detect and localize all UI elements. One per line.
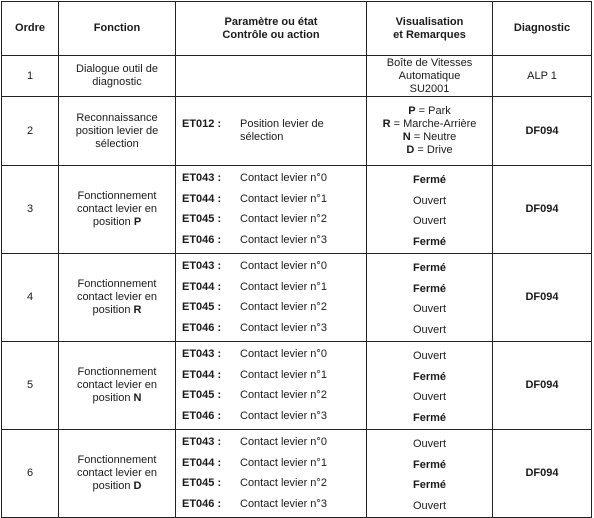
visu-line: Automatique <box>398 69 461 82</box>
fonction-position-letter: N <box>133 392 142 404</box>
fonction-cell <box>59 254 176 342</box>
param-label: Contact levier n°2 <box>240 477 327 490</box>
fonction-line: Fonctionnement <box>77 278 157 290</box>
header-ordre: Ordre <box>2 2 59 56</box>
visu-value: Ouvert <box>412 324 446 337</box>
header-parametre-line2: Contrôle ou action <box>222 28 320 41</box>
visu-key: R <box>382 118 391 130</box>
visualisation-cell <box>367 254 493 342</box>
visu-value: Fermé <box>412 173 447 186</box>
visu-key: P <box>408 105 416 117</box>
visualisation-cell <box>367 166 493 254</box>
fonction-line: position levier de <box>75 124 159 137</box>
param-line <box>182 453 366 474</box>
fonction-line: Fonctionnement <box>77 454 157 466</box>
param-label: Contact levier n°1 <box>240 192 327 205</box>
ordre-cell: 1 <box>2 56 59 97</box>
fonction-position-word: position <box>92 304 131 316</box>
fonction-line <box>59 392 175 405</box>
fonction-line: contact levier en <box>76 203 158 215</box>
visu-value: Fermé <box>412 479 447 492</box>
table-row <box>2 97 592 166</box>
visu-value: Ouvert <box>412 349 446 362</box>
fonction-line: Fonctionnement <box>77 190 157 202</box>
visu-value: Ouvert <box>412 303 446 316</box>
header-fonction: Fonction <box>59 2 176 56</box>
fonction-line: sélection <box>95 137 139 150</box>
table-row <box>2 254 592 342</box>
param-label: Contact levier n°3 <box>240 322 327 335</box>
fonction-cell <box>59 166 176 254</box>
param-label: Contact levier n°2 <box>240 301 327 314</box>
visu-line: SU2001 <box>409 82 450 95</box>
ordre-cell: 6 <box>2 430 59 518</box>
param-code: ET043 : <box>182 259 222 272</box>
param-label: Contact levier n°1 <box>240 280 327 293</box>
fonction-position-letter: R <box>133 304 142 316</box>
visualisation-cell <box>367 342 493 430</box>
fonction-line: Dialogue outil de <box>76 63 158 75</box>
visualisation-cell <box>367 56 493 97</box>
visu-line <box>367 118 492 131</box>
param-line <box>182 168 366 189</box>
visu-value: Fermé <box>412 458 447 471</box>
diagnostic-cell: DF094 <box>493 166 592 254</box>
visu-value: Fermé <box>412 236 447 249</box>
header-visualisation <box>367 2 493 56</box>
param-code: ET045 : <box>182 477 222 490</box>
fonction-line: contact levier en <box>76 379 158 391</box>
header-diagnostic: Diagnostic <box>493 2 592 56</box>
diagnostic-cell: DF094 <box>493 430 592 518</box>
visu-value: = Park <box>415 105 451 117</box>
fonction-line <box>59 480 175 493</box>
table-row <box>2 430 592 518</box>
param-label: Contact levier n°3 <box>240 410 327 423</box>
param-label: Contact levier n°0 <box>240 435 327 448</box>
visu-value: Ouvert <box>412 391 446 404</box>
param-line <box>182 494 366 515</box>
param-code: ET045 : <box>182 301 222 314</box>
visu-value: Fermé <box>412 412 447 425</box>
diagnostic-table <box>1 1 592 518</box>
fonction-position-letter: P <box>133 216 142 228</box>
diagnostic-cell: DF094 <box>493 97 592 166</box>
param-code: ET043 : <box>182 171 222 184</box>
param-line <box>182 318 366 339</box>
visu-key: N <box>402 131 411 143</box>
param-label: Contact levier n°0 <box>240 259 327 272</box>
visu-value: Fermé <box>412 370 447 383</box>
header-parametre <box>176 2 367 56</box>
fonction-line: Reconnaissance <box>76 111 158 124</box>
visualisation-cell <box>367 97 493 166</box>
visu-value: Ouvert <box>412 215 446 228</box>
ordre-cell: 3 <box>2 166 59 254</box>
fonction-line: contact levier en <box>76 291 158 303</box>
param-code: ET043 : <box>182 435 222 448</box>
param-label: Contact levier n°1 <box>240 368 327 381</box>
param-line <box>182 365 366 386</box>
fonction-position-letter: D <box>133 480 142 492</box>
param-label: Contact levier n°2 <box>240 213 327 226</box>
table-row <box>2 342 592 430</box>
visu-value: = Drive <box>414 144 453 156</box>
param-line <box>182 298 366 319</box>
param-label: Contact levier n°2 <box>240 389 327 402</box>
ordre-cell: 2 <box>2 97 59 166</box>
fonction-cell <box>59 97 176 166</box>
visu-line <box>367 144 492 157</box>
param-line <box>182 210 366 231</box>
param-code: ET043 : <box>182 347 222 360</box>
visu-line: Boîte de Vitesses <box>386 56 473 69</box>
ordre-cell: 4 <box>2 254 59 342</box>
param-line <box>182 432 366 453</box>
param-label: Contact levier n°1 <box>240 456 327 469</box>
param-code: ET046 : <box>182 498 222 511</box>
param-line <box>182 344 366 365</box>
param-line <box>182 256 366 277</box>
visu-value: Fermé <box>412 261 447 274</box>
parametre-cell <box>176 166 367 254</box>
parametre-cell <box>176 430 367 518</box>
visu-key: D <box>406 144 415 156</box>
parametre-cell <box>176 56 367 97</box>
param-code: ET046 : <box>182 234 222 247</box>
visu-value: Fermé <box>412 282 447 295</box>
param-code: ET044 : <box>182 368 222 381</box>
param-label: Contact levier n°3 <box>240 498 327 511</box>
diagnostic-cell: DF094 <box>493 342 592 430</box>
header-row <box>2 2 592 56</box>
fonction-cell <box>59 342 176 430</box>
param-line <box>182 230 366 251</box>
fonction-position-word: position <box>92 216 131 228</box>
header-parametre-line1: Paramètre ou état <box>224 15 318 28</box>
parametre-cell <box>176 254 367 342</box>
visu-value: Ouvert <box>412 500 446 513</box>
fonction-line <box>59 216 175 229</box>
param-label: Contact levier n°3 <box>240 234 327 247</box>
param-code: ET044 : <box>182 280 222 293</box>
param-code: ET046 : <box>182 322 222 335</box>
param-label: Contact levier n°0 <box>240 347 327 360</box>
fonction-position-word: position <box>92 392 131 404</box>
table-row <box>2 56 592 97</box>
param-line <box>182 189 366 210</box>
visu-line <box>367 131 492 144</box>
header-visu-line1: Visualisation <box>395 15 464 28</box>
visu-value: Ouvert <box>412 194 446 207</box>
fonction-cell <box>59 430 176 518</box>
param-code: ET044 : <box>182 192 222 205</box>
fonction-position-word: position <box>92 480 131 492</box>
param-code: ET044 : <box>182 456 222 469</box>
param-label: Position levier de sélection <box>240 118 324 143</box>
parametre-cell <box>176 342 367 430</box>
param-code: ET045 : <box>182 213 222 226</box>
param-code: ET046 : <box>182 410 222 423</box>
visu-value: = Marche-Arrière <box>390 118 477 130</box>
diagnostic-cell: DF094 <box>493 254 592 342</box>
fonction-cell <box>59 56 176 97</box>
param-line <box>182 406 366 427</box>
param-label: Contact levier n°0 <box>240 171 327 184</box>
diagnostic-cell: ALP 1 <box>493 56 592 97</box>
fonction-line: diagnostic <box>92 76 142 88</box>
param-code: ET012 : <box>182 118 222 130</box>
ordre-cell: 5 <box>2 342 59 430</box>
fonction-line <box>59 304 175 317</box>
header-visu-line2: et Remarques <box>393 28 466 41</box>
visualisation-cell <box>367 430 493 518</box>
fonction-line: Fonctionnement <box>77 366 157 378</box>
visu-value: = Neutre <box>410 131 457 143</box>
parametre-cell <box>176 97 367 166</box>
param-line <box>182 474 366 495</box>
param-line <box>182 386 366 407</box>
visu-value: Ouvert <box>412 437 446 450</box>
visu-line <box>367 105 492 118</box>
param-code: ET045 : <box>182 389 222 402</box>
fonction-line: contact levier en <box>76 467 158 479</box>
table-row <box>2 166 592 254</box>
param-line <box>182 277 366 298</box>
